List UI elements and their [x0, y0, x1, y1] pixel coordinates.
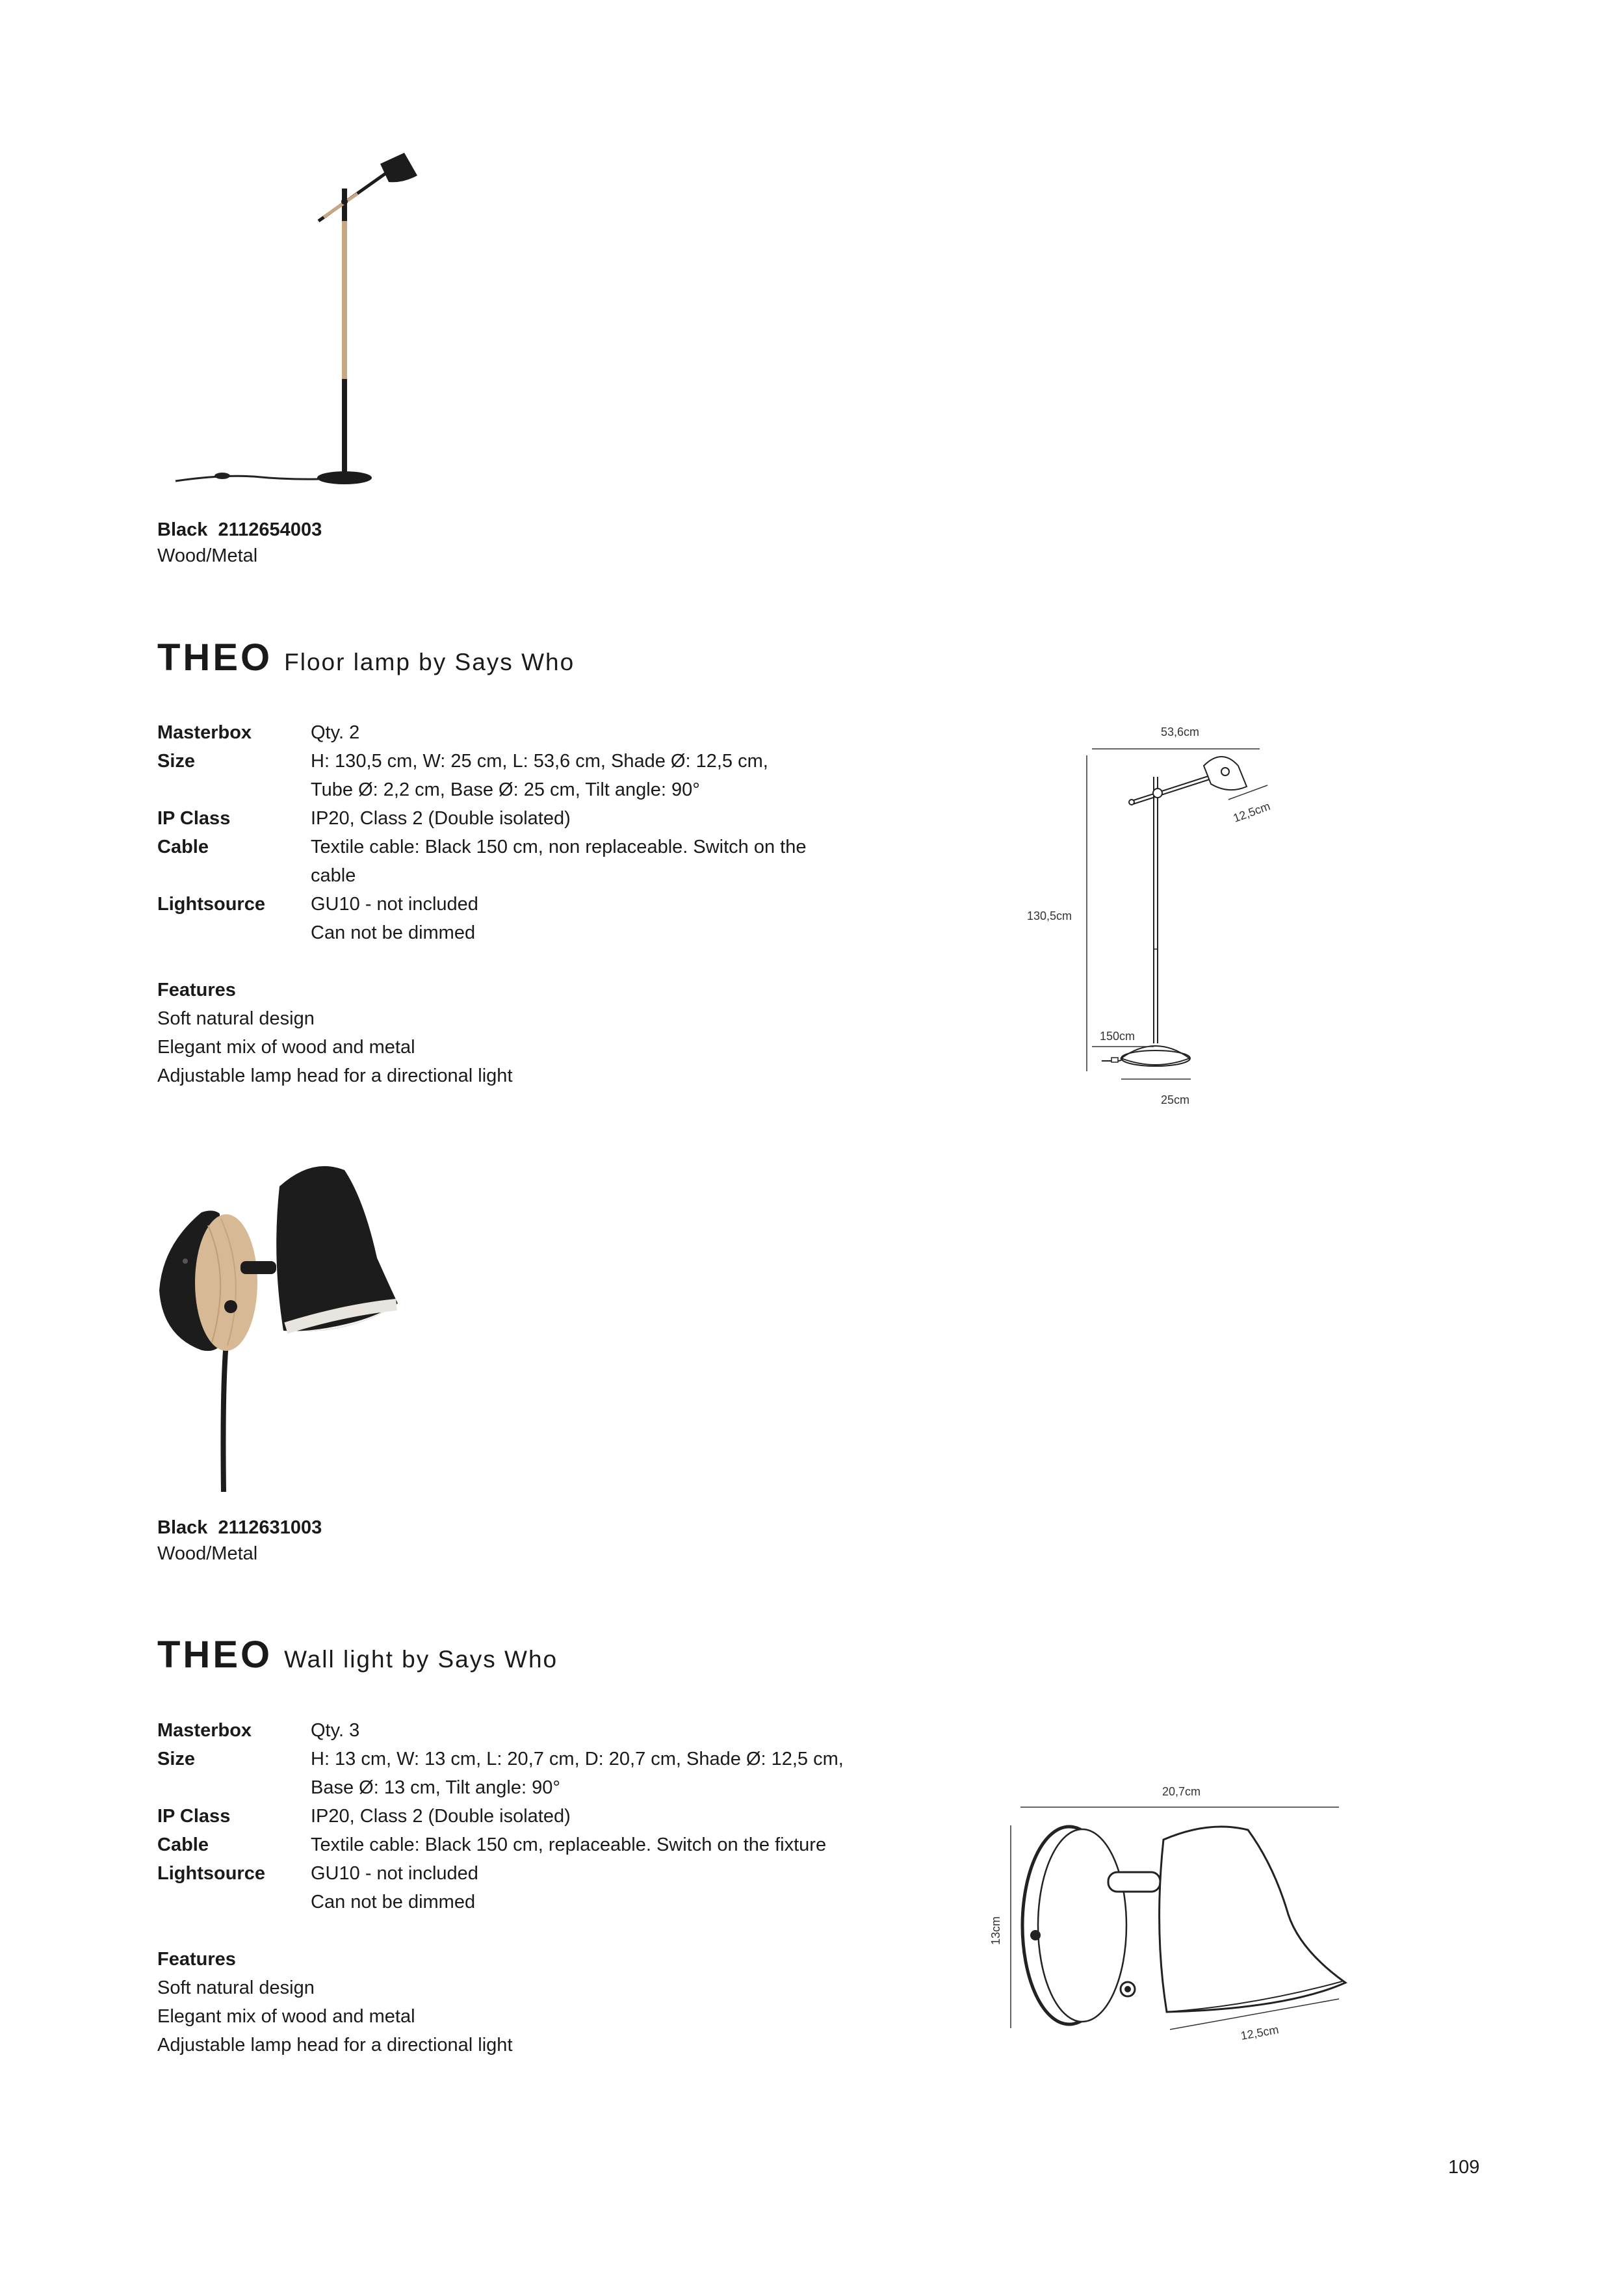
variant-line: [157, 1515, 322, 1541]
feature-item: Adjustable lamp head for a directional light: [157, 1065, 513, 1086]
dim-height-label: 130,5cm: [1027, 909, 1072, 922]
spec-value: cable: [311, 865, 356, 886]
floor-lamp-photo: [162, 137, 448, 501]
variant-color: Black: [157, 1517, 208, 1538]
variant-color: Black: [157, 519, 208, 540]
spec-value: Base Ø: 13 cm, Tilt angle: 90°: [311, 1777, 560, 1798]
features-block: [157, 976, 513, 1090]
spec-label: Lightsource: [157, 1863, 265, 1884]
product-name: THEO: [157, 1634, 273, 1676]
spec-label: IP Class: [157, 808, 231, 829]
dim-shade-label: 12,5cm: [1231, 799, 1272, 825]
floor-lamp-dimension-drawing: [1014, 715, 1300, 1118]
spec-label: Cable: [157, 1834, 209, 1855]
product-description: Floor lamp by Says Who: [284, 649, 575, 675]
spec-label: Size: [157, 751, 196, 772]
dim-shade-label: 12,5cm: [1240, 2022, 1280, 2042]
spec-label: Lightsource: [157, 894, 265, 915]
features-block: [157, 1945, 513, 2059]
spec-label: IP Class: [157, 1806, 231, 1827]
spec-value: GU10 - not included: [311, 1863, 478, 1884]
spec-label: Cable: [157, 837, 209, 857]
feature-item: Elegant mix of wood and metal: [157, 2006, 415, 2027]
variant-code: 2112654003: [218, 519, 322, 540]
features-heading: Features: [157, 1949, 236, 1970]
spec-value: IP20, Class 2 (Double isolated): [311, 808, 571, 829]
feature-item: Soft natural design: [157, 1977, 315, 1998]
wall-light-photo: [156, 1141, 442, 1492]
spec-value: Can not be dimmed: [311, 922, 476, 943]
variant-material: Wood/Metal: [157, 545, 258, 566]
dim-height-label: 13cm: [989, 1916, 1002, 1945]
spec-value: Tube Ø: 2,2 cm, Base Ø: 25 cm, Tilt angle: 90°: [311, 779, 700, 800]
spec-label: Masterbox: [157, 722, 252, 743]
spec-value: H: 130,5 cm, W: 25 cm, L: 53,6 cm, Shade Ø: 12,5 cm,: [311, 751, 768, 772]
dim-cable-label: 150cm: [1100, 1030, 1136, 1043]
dim-width-label: 20,7cm: [1162, 1785, 1201, 1798]
product-title: [157, 636, 575, 679]
dim-width-label: 53,6cm: [1161, 725, 1200, 738]
dim-base-label: 25cm: [1161, 1093, 1190, 1106]
variant-code: 2112631003: [218, 1517, 322, 1538]
features-heading: Features: [157, 980, 236, 1000]
spec-value: Qty. 2: [311, 722, 360, 743]
spec-label: Masterbox: [157, 1720, 252, 1741]
product-title: [157, 1633, 558, 1676]
page-number: 109: [1448, 2157, 1480, 2178]
spec-value: GU10 - not included: [311, 894, 478, 915]
spec-value: IP20, Class 2 (Double isolated): [311, 1806, 571, 1827]
feature-item: Adjustable lamp head for a directional light: [157, 2035, 513, 2055]
spec-label: Size: [157, 1749, 196, 1769]
feature-item: Soft natural design: [157, 1008, 315, 1029]
feature-item: Elegant mix of wood and metal: [157, 1037, 415, 1058]
spec-value: Textile cable: Black 150 cm, non replaceable. Switch on the: [311, 837, 807, 857]
spec-value: Textile cable: Black 150 cm, replaceable. Switch on the fixture: [311, 1834, 827, 1855]
variant-line: [157, 517, 322, 543]
spec-value: Can not be dimmed: [311, 1892, 476, 1912]
product-description: Wall light by Says Who: [284, 1646, 558, 1673]
variant-material: Wood/Metal: [157, 1543, 258, 1564]
wall-light-dimension-drawing: [975, 1775, 1352, 2054]
spec-value: Qty. 3: [311, 1720, 360, 1741]
product-name: THEO: [157, 636, 273, 679]
spec-value: H: 13 cm, W: 13 cm, L: 20,7 cm, D: 20,7 cm, Shade Ø: 12,5 cm,: [311, 1749, 844, 1769]
